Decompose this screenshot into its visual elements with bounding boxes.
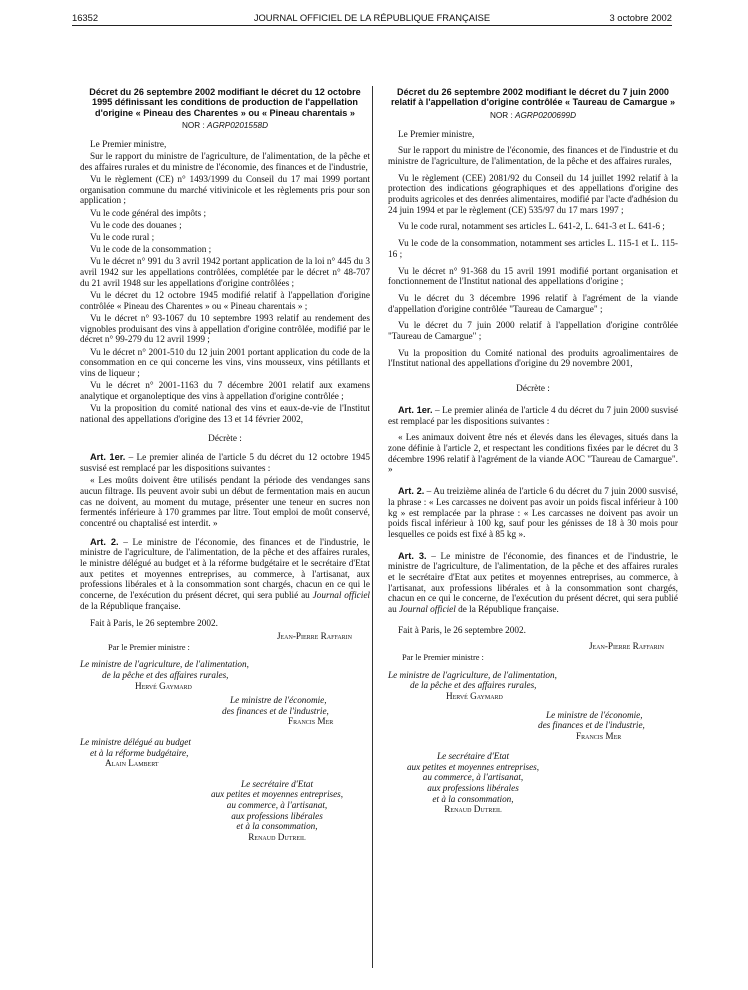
visa: Vu le décret du 3 décembre 1996 relatif à l'agrément de la viande d'appellation d'origine contrôlée "Taureau de Camargue" ; [388, 293, 678, 315]
visa: Vu le décret n° 93-1067 du 10 septembre 1993 relatif au rendement des vignobles produisant des vins à appellation d'origine contrôlée, modifié par le décret n° 99-279 du 12 avril 1999 ; [80, 313, 370, 346]
fait-a-paris: Fait à Paris, le 26 septembre 2002. [90, 618, 218, 629]
signature-secretaire: Le secrétaire d'Etat aux petites et moyennes entreprises, au commerce, à l'artisanat, aux professions libérales et à la consommation, Renaud Dutreil [210, 778, 344, 842]
intro: Le Premier ministre, [398, 129, 475, 140]
column-divider [372, 86, 373, 968]
article-1-quote: « Les animaux doivent être nés et élevés dans les élevages, situés dans la zone définie à l'article 2, et respectant les conditions fixées par le décret du 3 décembre 1996 relatif à l'agrément de la viande AOC "Taureau de Camargue". » [388, 433, 678, 476]
visa: Vu le code des douanes ; [90, 220, 182, 231]
signatures [80, 631, 370, 842]
decrete-heading: Décrète : [516, 384, 550, 395]
visa: Vu le règlement (CE) n° 1493/1999 du Conseil du 17 mai 1999 portant organisation commune du marché vitivinicole et les règlements pris pour son application ; [80, 175, 370, 207]
visa: Vu le décret n° 91-368 du 15 avril 1991 modifié portant organisation et fonctionnement de l'Institut national des appellations d'origine ; [388, 266, 678, 288]
signature-secretaire: Le secrétaire d'Etat aux petites et moyennes entreprises, au commerce, à l'artisanat, aux professions libérales et à la consommation, Renaud Dutreil [406, 751, 540, 815]
signatory-name: Jean-Pierre Raffarin [276, 631, 352, 642]
intro: Le Premier ministre, [90, 139, 167, 150]
page-header [72, 9, 672, 26]
journal-title: JOURNAL OFFICIEL DE LA RÉPUBLIQUE FRANÇAISE [253, 12, 491, 23]
decree-taureau [388, 87, 678, 815]
issue-date: 3 octobre 2002 [609, 12, 672, 23]
visa: Vu le règlement (CEE) 2081/92 du Conseil du 14 juillet 1992 relatif à la protection des indications géographiques et des appellations d'origine des produits agricoles et des denrées alimentaires, modifié par l'acte d'adhésion du 24 juin 1994 et par le règlement (CE) 535/97 du 17 mars 1997 ; [388, 173, 678, 216]
signature-agriculture: Le ministre de l'agriculture, de l'alimentation, de la pêche et des affaires rurales, Hervé Gaymard [80, 659, 249, 691]
signature-agriculture: Le ministre de l'agriculture, de l'alimentation, de la pêche et des affaires rurales, Hervé Gaymard [388, 669, 557, 701]
signature-economie: Le ministre de l'économie, des finances et de l'industrie, Francis Mer [222, 695, 334, 727]
visa: Vu le décret du 12 octobre 1945 modifié relatif à l'appellation d'origine contrôlée « Pineau des Charentes » ou « Pineau charentais » ; [80, 291, 370, 312]
article-2: Art. 2. – Le ministre de l'économie, des finances et de l'industrie, le ministre de l'agriculture, de l'alimentation, de la pêche et des affaires rurales, le ministre délégué au budget et à la réforme budgétaire et le secrétaire d'Etat aux petites et moyennes entreprises, au commerce, à l'artisanat, aux professions libérales et à la consommation sont chargés, chacun en ce qui le concerne, de l'exécution du présent décret, qui sera publié au Journal officiel de la République française. [80, 536, 370, 612]
visa: Vu le décret n° 991 du 3 avril 1942 portant application de la loi n° 445 du 3 avril 1942 sur les appellations contrôlées, complétée par le décret n° 48-707 du 21 avril 1948 sur les appellations d'origine contrôlées ; [80, 257, 370, 289]
visa: Vu le code général des impôts ; [90, 208, 207, 219]
nor-reference: NOR : AGRP0200699D [489, 110, 577, 120]
visa: Sur le rapport du ministre de l'économie, des finances et de l'industrie et du ministre de l'agriculture, de l'alimentation, de la pêche et des affaires rurales, [388, 146, 678, 167]
par-le-premier-ministre: Par le Premier ministre : [402, 653, 484, 663]
visa: Vu le code de la consommation, notamment ses articles L. 115-1 et L. 115-16 ; [388, 239, 678, 260]
visa: Vu le code rural, notamment ses articles L. 641-2, L. 641-3 et L. 641-6 ; [398, 222, 665, 233]
decree-pineau [80, 87, 370, 842]
article-3: Art. 3. – Le ministre de l'économie, des finances et de l'industrie, le ministre de l'agriculture, de l'alimentation, de la pêche et des affaires rurales et le secrétaire d'Etat aux petites et moyennes entreprises, au commerce, à l'artisanat, aux professions libérales et à la consommation sont chargés, chacun en ce qui le concerne, de l'exécution du présent décret, qui sera publié au Journal officiel de la République française. [388, 550, 678, 616]
signatory-name: Jean-Pierre Raffarin [588, 640, 664, 651]
visa: Sur le rapport du ministre de l'agriculture, de l'alimentation, de la pêche et des affaires rurales et du ministre de l'économie, des finances et de l'industrie, [80, 152, 370, 173]
page-number: 16352 [72, 12, 99, 23]
decree-title: Décret du 26 septembre 2002 modifiant le décret du 12 octobre 1995 définissant les conditions de production de l'appellation d'origine « Pineau des Charentes » ou « Pineau charentais » [89, 87, 361, 118]
article-2: Art. 2. – Au treizième alinéa de l'article 6 du décret du 7 juin 2000 susvisé, la phrase : « Les carcasses ne doivent pas avoir un poids fiscal inférieur à 100 kg » est remplacée par la phrase : « Les carcasses ne doivent pas avoir un poids fiscal inférieur à 100 kg, sauf pour les génisses de 18 à 30 mois pour lesquelles ce poids est fixé à 85 kg ». [388, 486, 678, 540]
visa: Vu la proposition du Comité national des produits agroalimentaires de l'Institut national des appellations d'origine du 29 novembre 2001, [388, 348, 678, 370]
decree-title: Décret du 26 septembre 2002 modifiant le décret du 7 juin 2000 relatif à l'appellation d'origine contrôlée « Taureau de Camargue » [390, 87, 676, 108]
signature-budget: Le ministre délégué au budget et à la réforme budgétaire, Alain Lambert [80, 737, 191, 769]
visa: Vu le code rural ; [90, 233, 155, 244]
visa: Vu le décret du 7 juin 2000 relatif à l'appellation d'origine contrôlée "Taureau de Camargue" ; [388, 321, 678, 343]
signature-economie: Le ministre de l'économie, des finances et de l'industrie, Francis Mer [538, 709, 645, 741]
visa: Vu le décret n° 2001-510 du 12 juin 2001 portant application du code de la consommation en ce qui concerne les vins, vins mousseux, vins pétillants et vins de liqueur ; [80, 347, 370, 379]
visa: Vu le décret n° 2001-1163 du 7 décembre 2001 relatif aux examens analytique et organoleptique des vins à appellation d'origine contrôlée ; [80, 381, 370, 402]
article-1: Art. 1er. – Le premier alinéa de l'article 5 du décret du 12 octobre 1945 susvisé est remplacé par les dispositions suivantes : [80, 452, 370, 474]
visa: Vu la proposition du comité national des vins et eaux-de-vie de l'Institut national des appellations d'origine des 13 et 14 février 2002, [80, 404, 370, 425]
decrete-heading: Décrète : [208, 433, 242, 444]
article-1: Art. 1er. – Le premier alinéa de l'article 4 du décret du 7 juin 2000 susvisé est remplacé par les dispositions suivantes : [388, 404, 678, 427]
fait-a-paris: Fait à Paris, le 26 septembre 2002. [398, 625, 526, 636]
nor-reference: NOR : AGRP0201558D [181, 121, 269, 131]
signatures [388, 641, 678, 815]
par-le-premier-ministre: Par le Premier ministre : [108, 642, 190, 652]
visa: Vu le code de la consommation ; [90, 245, 212, 256]
article-1-quote: « Les moûts doivent être utilisés pendant la période des vendanges sans aucun filtrage. Ils peuvent avoir subi un début de fermentation mais en aucun cas ne doivent, au moment du mutage, présenter une teneur en sucres non fermentés inférieure à 170 grammes par litre. Tout emploi de moût conservé, concentré ou chaptalisé est interdit. » [80, 476, 370, 529]
